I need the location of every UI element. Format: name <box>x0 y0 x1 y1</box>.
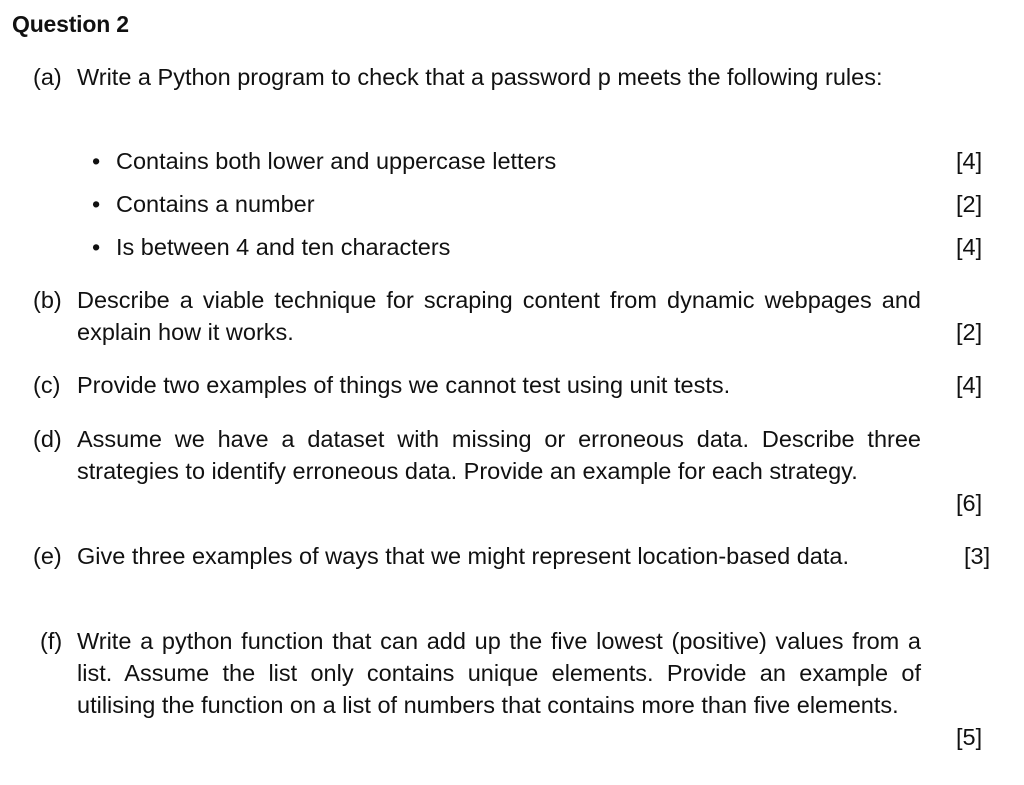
part-f-label: (f) <box>40 628 63 654</box>
question-title: Question 2 <box>12 11 129 37</box>
part-b-label: (b) <box>33 287 62 313</box>
part-d-label: (d) <box>33 426 62 452</box>
part-a-bullet-2: Contains a number <box>116 191 315 217</box>
part-f-marks: [5] <box>956 724 983 750</box>
part-d-marks: [6] <box>956 490 983 516</box>
part-c-marks: [4] <box>956 372 983 398</box>
part-a-bullet-1: Contains both lower and uppercase letters <box>116 148 557 174</box>
part-e-label: (e) <box>33 543 62 569</box>
part-a-label: (a) <box>33 64 62 90</box>
bullet-marker: • <box>92 148 101 174</box>
part-a-bullet-2-marks: [2] <box>956 191 983 217</box>
part-c-text: Provide two examples of things we cannot test using unit tests. <box>77 372 731 398</box>
part-d-text: Assume we have a dataset with missing or erroneous data. Describe three strategies to identify erroneous data. Provide an example for each strategy. <box>77 426 921 484</box>
part-e-marks: [3] <box>964 543 991 569</box>
part-a-bullet-3-marks: [4] <box>956 234 983 260</box>
part-a-bullet-1-marks: [4] <box>956 148 983 174</box>
part-b-text: Describe a viable technique for scraping content from dynamic webpages and explain how it works. <box>77 287 921 345</box>
bullet-marker: • <box>92 234 101 260</box>
part-e-text: Give three examples of ways that we might represent location-based data. <box>77 543 849 569</box>
part-f-text: Write a python function that can add up the five lowest (positive) values from a list. Assume the list only contains unique elements. Provide an example of utilising the function on a list of numbers that contains more than five elements. <box>77 628 921 718</box>
part-c-label: (c) <box>33 372 61 398</box>
part-a-text: Write a Python program to check that a password p meets the following rules: <box>77 64 883 90</box>
bullet-marker: • <box>92 191 101 217</box>
part-a-bullet-3: Is between 4 and ten characters <box>116 234 451 260</box>
part-b-marks: [2] <box>956 319 983 345</box>
